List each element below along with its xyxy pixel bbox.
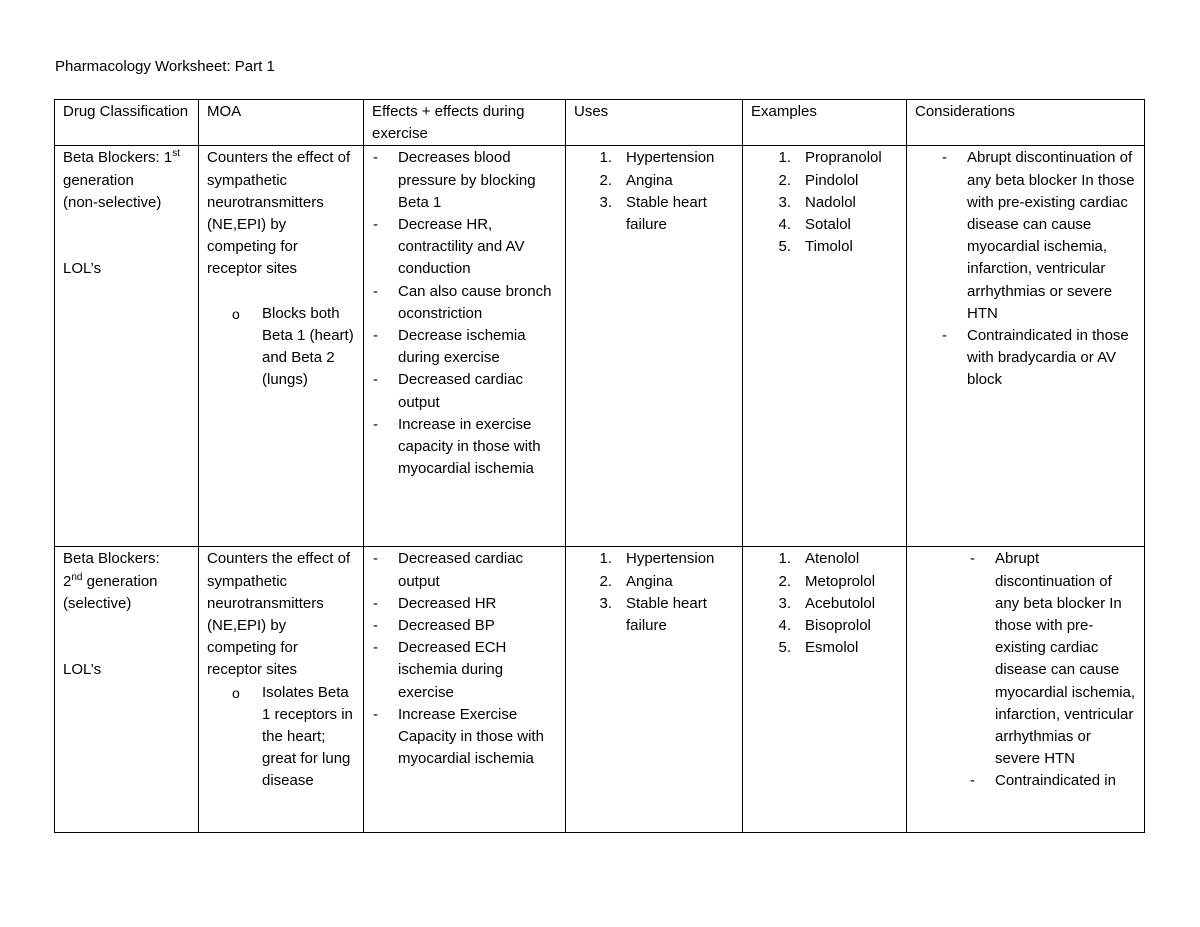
moa-bullet-list — [231, 682, 357, 793]
drug-generation: 2nd generation — [63, 571, 158, 590]
list-item: - Can also cause bronchoconstriction — [373, 282, 552, 322]
effects-cell — [364, 547, 566, 833]
list-item: - Decreased HR — [373, 594, 497, 612]
list-item: 2. Angina — [599, 572, 673, 590]
list-item: o Isolates Beta 1 receptors in the heart; great for lung disease — [232, 683, 353, 790]
list-item: 3. Acebutolol — [778, 594, 876, 612]
uses-list — [600, 147, 736, 236]
drug-note: LOL’s — [63, 260, 102, 278]
drug-classification-cell — [55, 547, 199, 833]
table-row — [55, 547, 1145, 833]
list-item: 4. Sotalol — [778, 216, 851, 234]
list-item: - Increase in exercise capacity in those with myocardial ischemia — [373, 415, 541, 478]
list-item: 1. Hypertension — [599, 149, 715, 167]
examples-cell — [743, 146, 907, 547]
uses-cell — [566, 146, 743, 547]
considerations-cell — [907, 547, 1145, 833]
effects-list — [372, 147, 559, 480]
worksheet-table — [54, 99, 1145, 833]
list-item: o Blocks both Beta 1 (heart) and Beta 2 (lungs) — [232, 304, 354, 389]
list-item: - Decreases blood pressure by blocking Beta 1 — [373, 149, 536, 211]
document-title: Pharmacology Worksheet: Part 1 — [55, 58, 275, 75]
examples-cell — [743, 547, 907, 833]
drug-generation: generation — [63, 171, 134, 189]
drug-class-name: Beta Blockers: 1st — [63, 148, 180, 167]
drug-selectivity: (selective) — [63, 594, 132, 612]
header-uses: Uses — [566, 100, 743, 146]
header-moa: MOA — [199, 100, 364, 146]
list-item: 5. Esmolol — [778, 639, 859, 657]
examples-list — [779, 147, 900, 258]
header-examples: Examples — [743, 100, 907, 146]
effects-cell — [364, 146, 566, 547]
list-item: - Decreased cardiac output — [373, 550, 524, 590]
effects-list — [372, 548, 559, 770]
header-considerations: Considerations — [907, 100, 1145, 146]
list-item: 2. Angina — [599, 171, 673, 189]
list-item: 2. Pindolol — [778, 171, 859, 189]
moa-text: Counters the effect of sympathetic neurotransmitters (NE,EPI) by competing for receptor sites — [207, 550, 351, 679]
examples-list — [779, 548, 900, 659]
header-row — [55, 100, 1145, 146]
moa-cell — [199, 146, 364, 547]
header-drug-classification: Drug Classification — [55, 100, 199, 146]
drug-selectivity: (non-selective) — [63, 193, 162, 211]
table-row — [55, 146, 1145, 547]
list-item: - Abrupt discontinuation of any beta blocker In those with pre-existing cardiac disease can cause myocardial ischemia, infarction, ventricular arrhythmias or severe HTN — [970, 550, 1136, 768]
list-item: 3. Stable heart failure — [599, 594, 707, 635]
drug-class-name: Beta Blockers: — [63, 550, 160, 568]
list-item: 2. Metoprolol — [778, 572, 876, 590]
drug-classification-cell — [55, 146, 199, 547]
list-item: - Abrupt discontinuation of any beta blocker In those with pre-existing cardiac disease can cause myocardial ischemia, infarction, ventricular arrhythmias or severe HTN — [942, 149, 1135, 322]
list-item: - Increase Exercise Capacity in those with myocardial ischemia — [373, 705, 544, 768]
moa-cell — [199, 547, 364, 833]
moa-bullet-list — [231, 303, 357, 392]
list-item: - Decreased BP — [373, 617, 495, 635]
list-item: - Contraindicated in — [970, 772, 1116, 790]
list-item: 5. Timolol — [778, 238, 853, 256]
list-item: - Decrease HR, contractility and AV conduction — [373, 216, 525, 278]
list-item: 3. Nadolol — [778, 193, 856, 211]
list-item: 3. Stable heart failure — [599, 193, 707, 234]
list-item: - Decreased cardiac output — [373, 371, 524, 411]
drug-note: LOL’s — [63, 661, 102, 679]
list-item: - Decreased ECH ischemia during exercise — [373, 639, 507, 701]
uses-list — [600, 548, 736, 637]
list-item: 4. Bisoprolol — [778, 617, 871, 635]
list-item: - Contraindicated in those with bradycardia or AV block — [942, 327, 1129, 389]
considerations-list — [969, 548, 1138, 792]
list-item: 1. Hypertension — [599, 550, 715, 568]
list-item: 1. Propranolol — [778, 149, 882, 167]
considerations-list — [941, 147, 1138, 391]
list-item: 1. Atenolol — [778, 550, 860, 568]
uses-cell — [566, 547, 743, 833]
header-effects: Effects + effects during exercise — [364, 100, 566, 146]
list-item: - Decrease ischemia during exercise — [373, 327, 526, 367]
moa-text: Counters the effect of sympathetic neurotransmitters (NE,EPI) by competing for receptor sites — [207, 149, 351, 278]
considerations-cell — [907, 146, 1145, 547]
